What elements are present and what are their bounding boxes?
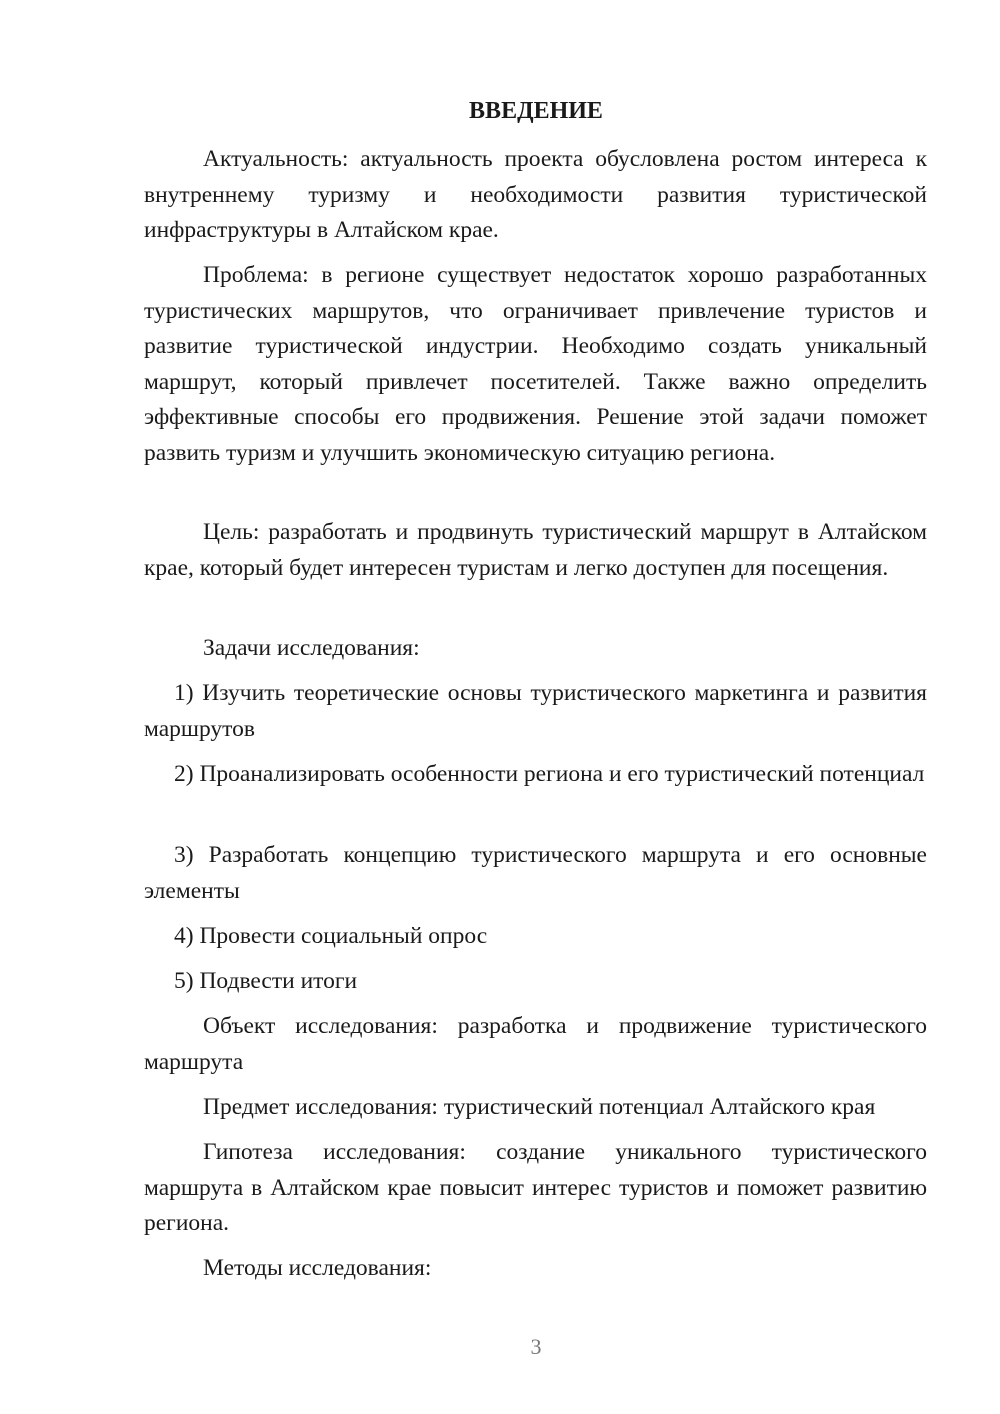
paragraph-problem: Проблема: в регионе существует недостаток хорошо разработанных туристических маршрутов, что ограничивает привлечение туристов и развитие туристической индустрии. Необходимо создать уникальный маршрут, который привлечет посетителей. Также важно определить эффективные способы его продвижения. Решение этой задачи поможет развить туризм и улучшить экономическую ситуацию региона. xyxy=(144,262,927,466)
task-item-3: 3) Разработать концепцию туристического маршрута и его основные элементы xyxy=(144,842,927,904)
methods-heading: Методы исследования: xyxy=(203,1255,432,1281)
paragraph-hypothesis: Гипотеза исследования: создание уникального туристического маршрута в Алтайском крае повысит интерес туристов и поможет развитию региона. xyxy=(144,1139,927,1236)
paragraph-subject: Предмет исследования: туристический потенциал Алтайского края xyxy=(203,1094,876,1120)
paragraph-relevance: Актуальность: актуальность проекта обусловлена ростом интереса к внутреннему туризму и необходимости развития туристической инфраструктуры в Алтайском крае. xyxy=(144,146,927,243)
paragraph-goal: Цель: разработать и продвинуть туристический маршрут в Алтайском крае, который будет интересен туристам и легко доступен для посещения. xyxy=(144,519,927,581)
task-item-1: 1) Изучить теоретические основы туристического маркетинга и развития маршрутов xyxy=(144,680,927,742)
task-item-4: 4) Провести социальный опрос xyxy=(174,923,488,949)
section-title: ВВЕДЕНИЕ xyxy=(469,98,603,124)
paragraph-object: Объект исследования: разработка и продвижение туристического маршрута xyxy=(144,1013,927,1075)
tasks-heading: Задачи исследования: xyxy=(203,635,420,661)
page-number: 3 xyxy=(530,1334,542,1359)
task-item-2: 2) Проанализировать особенности региона и его туристический потенциал xyxy=(174,761,925,787)
task-item-5: 5) Подвести итоги xyxy=(174,968,358,994)
